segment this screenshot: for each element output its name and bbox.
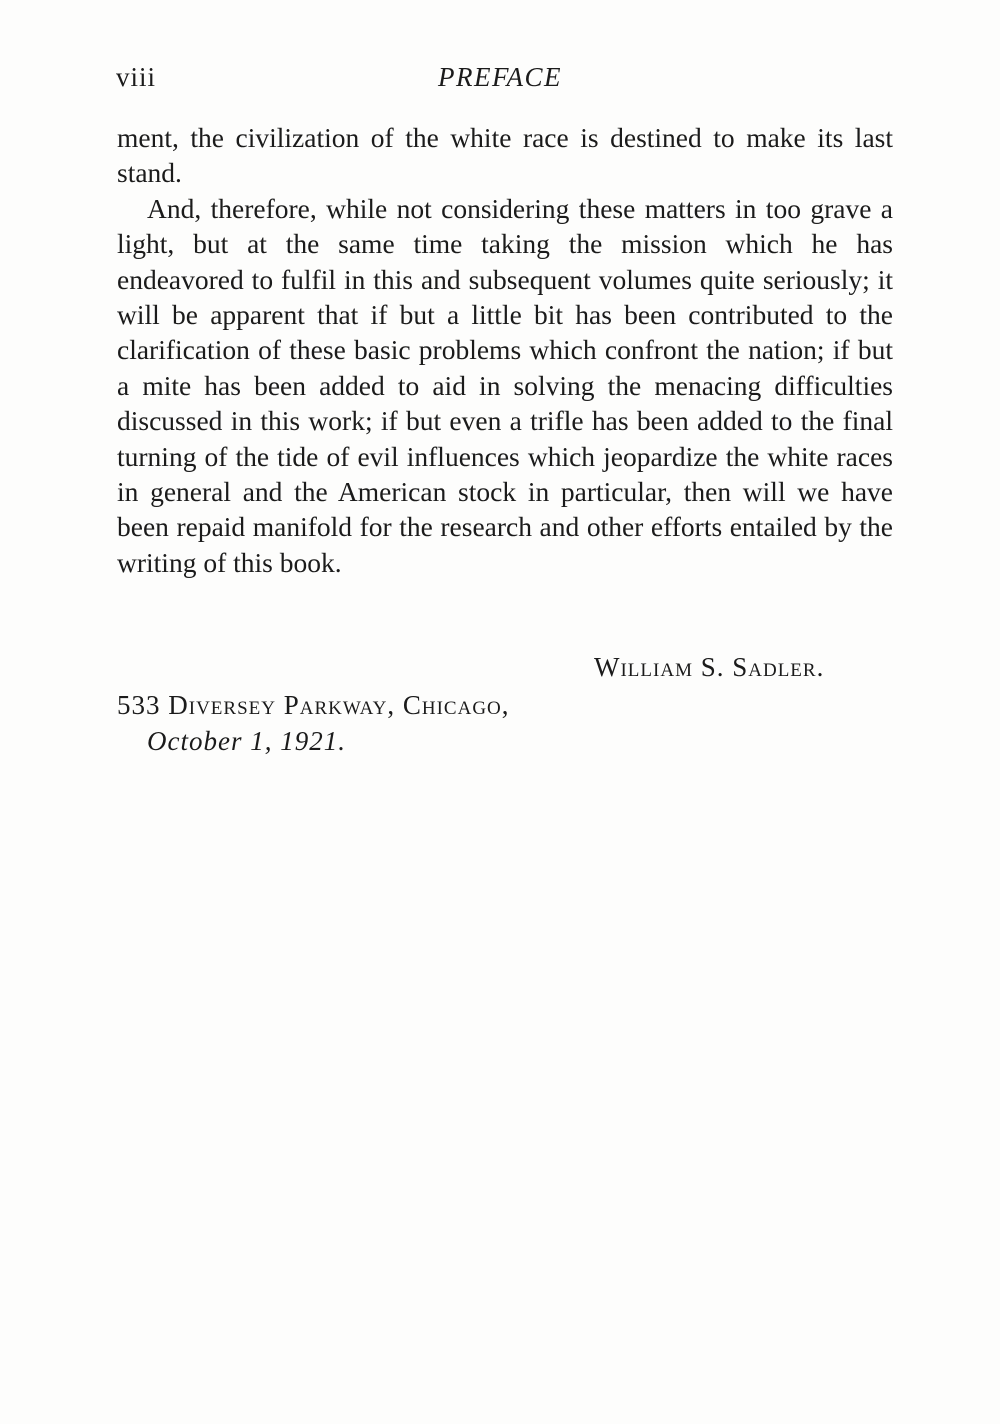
running-title: PREFACE xyxy=(438,62,562,92)
paragraph-continuation: ment, the civilization of the white race is destined to make its last stand. xyxy=(117,122,893,189)
page-number: viii xyxy=(116,62,157,92)
running-head xyxy=(116,62,892,98)
preface-date: October 1, 1921. xyxy=(147,726,346,756)
author-signature: William S. Sadler. xyxy=(594,652,825,682)
body-text xyxy=(117,120,893,580)
paragraph: And, therefore, while not considering these matters in too grave a light, but at the same time taking the mission which he has endeavored to fulfil in this and subsequent volumes quite seriously; it will be apparent that if but a little bit has been contributed to the clarification of these basic problems which confront the nation; if but a mite has been added to aid in solving the menacing difficulties discussed in this work; if but even a trifle has been added to the final turning of the tide of evil influences which jeopardize the white races in general and the American stock in particular, then will we have been repaid manifold for the research and other efforts entailed by the writing of this book. xyxy=(117,192,893,578)
author-address: 533 Diversey Parkway, Chicago, xyxy=(117,690,510,720)
